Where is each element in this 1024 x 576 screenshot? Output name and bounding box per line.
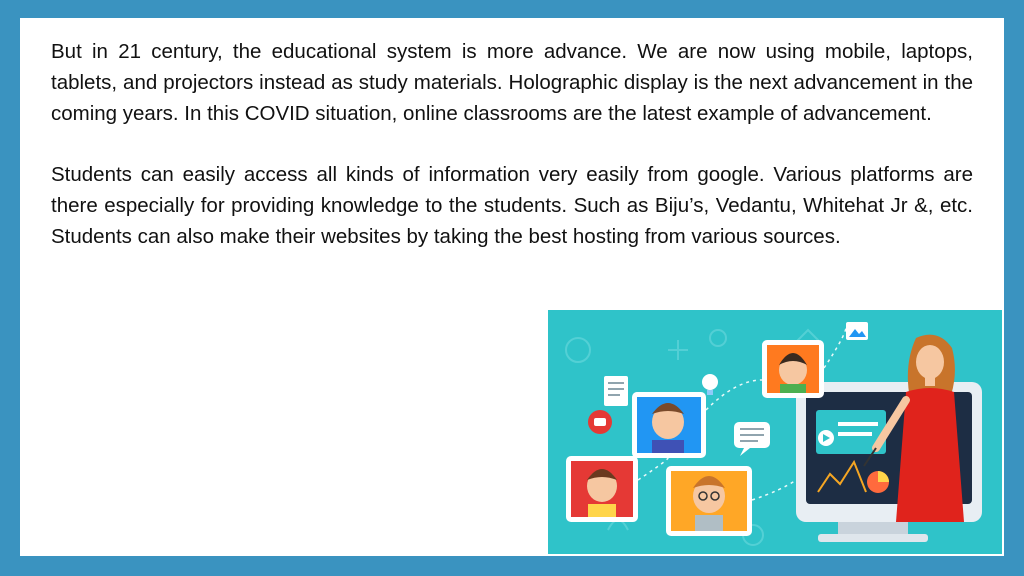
body-text — [51, 36, 973, 282]
paragraph-2: Students can easily access all kinds of information very easily from google. Various platforms are there especially for providing knowledge to the students. Such as Biju’s, Vedantu, Whitehat Jr &, etc. Students can also make their websites by taking the best hosting from various sources. — [51, 163, 973, 248]
online-classroom-illustration — [548, 310, 1002, 554]
paragraph-1: But in 21 century, the educational system is more advance. We are now using mobile, laptops, tablets, and projectors instead as study materials. Holographic display is the next advancement in the coming years. In this COVID situation, online classrooms are the latest example of advancement. — [51, 40, 973, 125]
student-panel-boy-blue — [632, 392, 706, 458]
student-panel-girl-glasses — [666, 466, 752, 536]
student-panel-girl-red — [566, 456, 638, 522]
student-panel-girl-orange — [762, 340, 824, 398]
slide — [20, 18, 1004, 556]
document-icon — [604, 376, 628, 406]
image-icon — [846, 322, 868, 340]
video-record-icon — [588, 410, 612, 434]
